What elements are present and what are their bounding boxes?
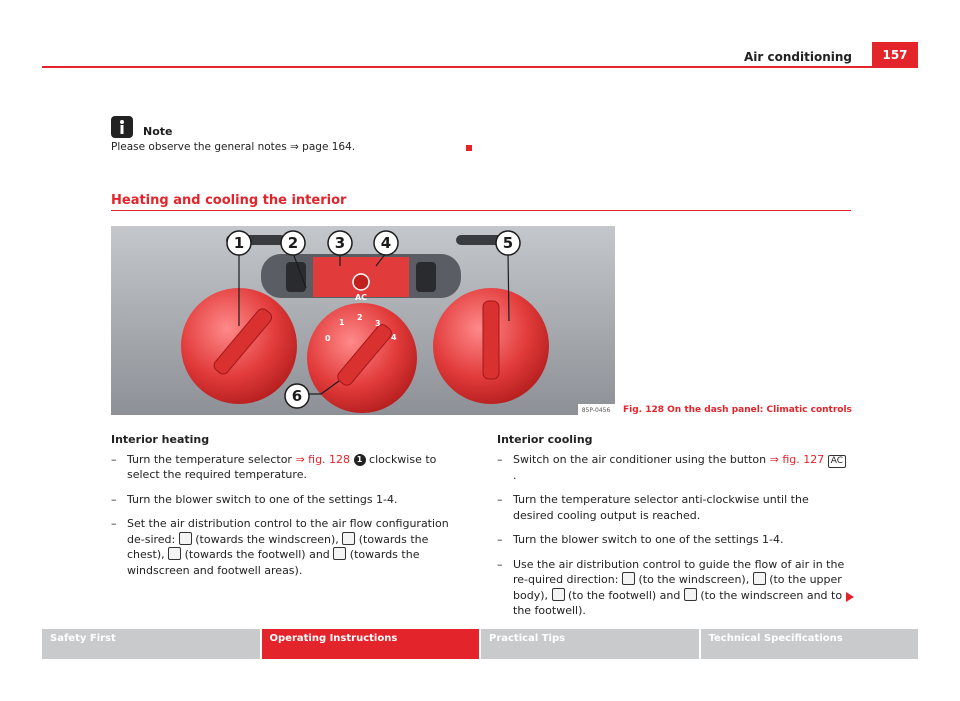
cooling-step: – Turn the blower switch to one of the settings 1-4. <box>497 532 849 548</box>
upper-body-icon <box>753 572 766 585</box>
heating-title: Interior heating <box>111 433 210 446</box>
ac-button <box>353 274 369 290</box>
footwell-icon <box>552 588 565 601</box>
heating-step: – Turn the blower switch to one of the settings 1-4. <box>111 492 463 508</box>
page-number: 157 <box>872 42 918 68</box>
callout-6-label: 6 <box>291 387 303 405</box>
windscreen-footwell-icon <box>684 588 697 601</box>
footer-tabs <box>42 629 918 659</box>
fan-tick: 3 <box>375 319 381 328</box>
fan-tick: 2 <box>357 313 363 322</box>
windscreen-icon <box>179 532 192 545</box>
tab-operating-instructions[interactable]: Operating Instructions <box>262 629 480 659</box>
left-switch <box>286 262 306 292</box>
cooling-step: – Use the air distribution control to guide the flow of air in the re-quired direction: (to the windscreen), (to the upper body), (to the footwell) and (to the windscreen and to the footwell). <box>497 557 849 619</box>
fan-tick: 1 <box>339 318 345 327</box>
header-rule <box>42 66 918 68</box>
windscreen-footwell-icon <box>333 547 346 560</box>
callout-3-label: 3 <box>334 234 346 252</box>
cooling-title: Interior cooling <box>497 433 593 446</box>
callout-2-label: 2 <box>287 234 299 252</box>
heating-column <box>111 432 463 587</box>
figure-code: 85P-0456 <box>581 407 611 414</box>
cooling-column <box>497 432 849 628</box>
callout-5-label: 5 <box>502 234 514 252</box>
figure-link[interactable]: ⇒ fig. 127 <box>769 452 825 466</box>
continue-arrow-icon <box>846 592 854 602</box>
climate-controls-illustration <box>111 226 615 415</box>
cooling-step: – Switch on the air conditioner using the button ⇒ fig. 127 AC. <box>497 452 849 484</box>
section-title: Heating and cooling the interior <box>111 193 347 208</box>
section-rule <box>111 210 851 211</box>
note-icon <box>111 116 133 138</box>
tab-practical-tips[interactable]: Practical Tips <box>481 629 699 659</box>
climate-controls-figure <box>111 226 615 415</box>
callout-4-label: 4 <box>380 234 392 252</box>
heating-step: – Turn the temperature selector ⇒ fig. 128 1 clockwise to select the required temperature. <box>111 452 463 483</box>
figure-caption: Fig. 128 On the dash panel: Climatic controls <box>623 405 852 415</box>
callout-ref-badge: 1 <box>354 454 366 466</box>
chest-icon <box>342 532 355 545</box>
fan-tick: 0 <box>325 334 331 343</box>
ac-label: AC <box>354 293 368 302</box>
section-end-marker <box>466 145 472 151</box>
note-text: Please observe the general notes ⇒ page 164. <box>111 141 356 153</box>
note-title: Note <box>143 125 173 138</box>
windscreen-icon <box>622 572 635 585</box>
footwell-icon <box>168 547 181 560</box>
callout-1-label: 1 <box>233 234 245 252</box>
fan-tick: 4 <box>391 333 397 342</box>
header-title: Air conditioning <box>744 50 852 64</box>
tab-technical-specifications[interactable]: Technical Specifications <box>701 629 919 659</box>
tab-safety-first[interactable]: Safety First <box>42 629 260 659</box>
heating-step: – Set the air distribution control to the air flow configuration de-sired: (towards the windscreen), (towards the chest), (towards the footwell) and (towards the windscreen and footwell areas). <box>111 516 463 578</box>
figure-link[interactable]: ⇒ fig. 128 <box>295 452 351 466</box>
right-switch <box>416 262 436 292</box>
cooling-step: – Turn the temperature selector anti-clockwise until the desired cooling output is reached. <box>497 492 849 523</box>
ac-key: AC <box>828 455 846 468</box>
